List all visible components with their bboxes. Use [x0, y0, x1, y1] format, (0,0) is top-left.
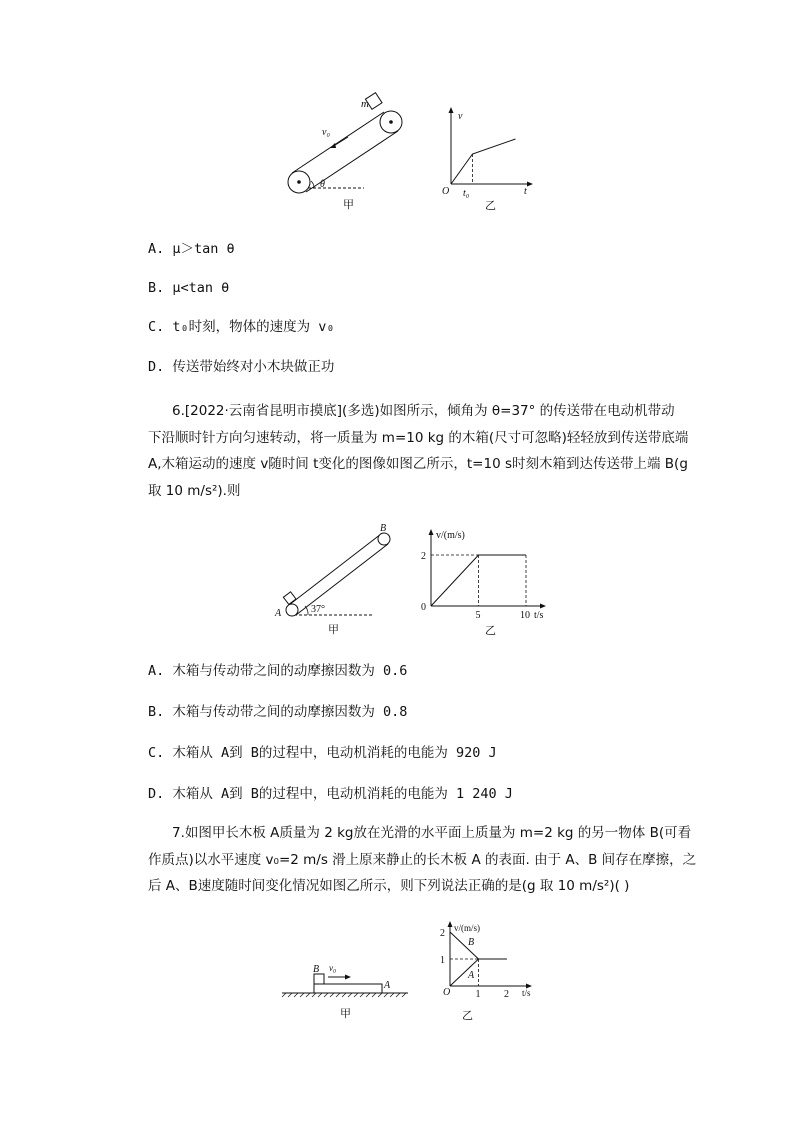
y-axis-label: v/(m/s) — [454, 923, 480, 933]
y-tick-label-1: 1 — [440, 955, 445, 966]
belt-bottom-edge — [296, 544, 388, 615]
y-tick-label-2: 2 — [421, 551, 426, 562]
caption-yi: 乙 — [462, 1010, 473, 1022]
q6-line-3: A,木箱运动的速度 v随时间 t变化的图像如图乙所示，t=10 s时刻木箱到达传送带上端 B(g — [148, 456, 688, 472]
q5-option-d[interactable]: D. 传送带始终对小木块做正功 — [148, 359, 335, 375]
caption-jia: 甲 — [343, 199, 354, 211]
question-6-stem — [148, 398, 689, 504]
figure-3-board — [278, 955, 428, 1025]
point-b-label: B — [380, 523, 387, 534]
figure-3-graph — [435, 918, 545, 1028]
q7-line-3: 后 A、B速度随时间变化情况如图乙所示，则下列说法正确的是(g 取 10 m/s²)( ) — [148, 878, 630, 894]
point-a-label: A — [275, 608, 282, 619]
q5-option-c[interactable]: C. t₀时刻，物体的速度为 v₀ — [148, 319, 335, 335]
x-tick-label-1: 1 — [475, 989, 481, 1000]
mass-label: m — [361, 98, 369, 110]
pulley-a — [286, 604, 298, 616]
line-b-label: B — [468, 937, 475, 948]
figure-1-graph — [440, 102, 550, 214]
q7-line-1: 7.如图甲长木板 A质量为 2 kg放在光滑的水平面上质量为 m=2 kg 的另一物体 B(可看 — [172, 825, 692, 841]
y-tick-label-2: 2 — [440, 928, 445, 939]
v-axis-label: v — [458, 111, 463, 122]
angle-label: 37° — [311, 604, 325, 615]
board-a-label: A — [384, 980, 391, 991]
q6-option-d[interactable]: D. 木箱从 A到 B的过程中，电动机消耗的电能为 1 240 J — [148, 786, 513, 802]
pulley-b — [378, 533, 390, 545]
q5-option-a[interactable]: A. μ＞tan θ — [148, 241, 235, 257]
y-tick-label-0: 0 — [421, 602, 426, 613]
x-tick-label-5: 5 — [475, 610, 481, 621]
q6-line-4: 取 10 m/s²).则 — [148, 482, 241, 499]
figure-2-graph — [415, 522, 565, 642]
y-axis-label: v/(m/s) — [436, 530, 465, 541]
x-tick-label-2: 2 — [504, 989, 509, 1000]
line-a-label: A — [468, 970, 475, 981]
block-b-label: B — [313, 964, 320, 975]
origin-label: O — [442, 186, 450, 197]
t-axis-label: t — [524, 186, 527, 197]
q6-option-b[interactable]: B. 木箱与传动带之间的动摩擦因数为 0.8 — [148, 704, 408, 720]
q6-line-2: 下沿顺时针方向匀速转动，将一质量为 m=10 kg 的木箱(尺寸可忽略)轻轻放到传送带底端 — [148, 429, 689, 446]
figure-1-belt — [280, 95, 420, 215]
belt-top-edge — [292, 112, 384, 173]
block-b — [314, 974, 324, 984]
caption-yi: 乙 — [485, 625, 496, 637]
q6-option-a[interactable]: A. 木箱与传动带之间的动摩擦因数为 0.6 — [148, 663, 408, 679]
wooden-box — [283, 592, 296, 605]
q6-option-c[interactable]: C. 木箱从 A到 B的过程中，电动机消耗的电能为 920 J — [148, 745, 497, 761]
board-a — [314, 984, 382, 993]
x-axis-label: t/s — [522, 988, 531, 998]
caption-jia: 甲 — [328, 624, 339, 636]
figure-2-incline — [270, 520, 400, 640]
q7-line-2: 作质点)以水平速度 v₀=2 m/s 滑上原来静止的长木板 A 的表面. 由于 A、B 间存在摩擦，之 — [148, 851, 697, 868]
question-7-stem — [148, 820, 697, 900]
velocity-label: v₀ — [322, 127, 330, 138]
t0-label: t₀ — [463, 188, 470, 199]
velocity-label: v₀ — [329, 963, 337, 973]
ground-hatch — [282, 993, 406, 997]
origin-label: O — [443, 987, 451, 998]
velocity-curve — [451, 139, 516, 184]
angle-label: θ — [320, 179, 325, 190]
series-B-line — [450, 932, 507, 959]
belt-top-edge — [289, 534, 381, 605]
q6-line-1: 6.[2022·云南省昆明市摸底](多选)如图所示，倾角为 θ=37° 的传送带在电动机带动 — [172, 403, 675, 419]
x-axis-label: t/s — [534, 610, 544, 621]
x-tick-label-10: 10 — [520, 610, 530, 621]
caption-jia: 甲 — [340, 1008, 351, 1020]
caption-yi: 乙 — [485, 200, 496, 212]
q5-option-b[interactable]: B. μ<tan θ — [148, 280, 230, 296]
